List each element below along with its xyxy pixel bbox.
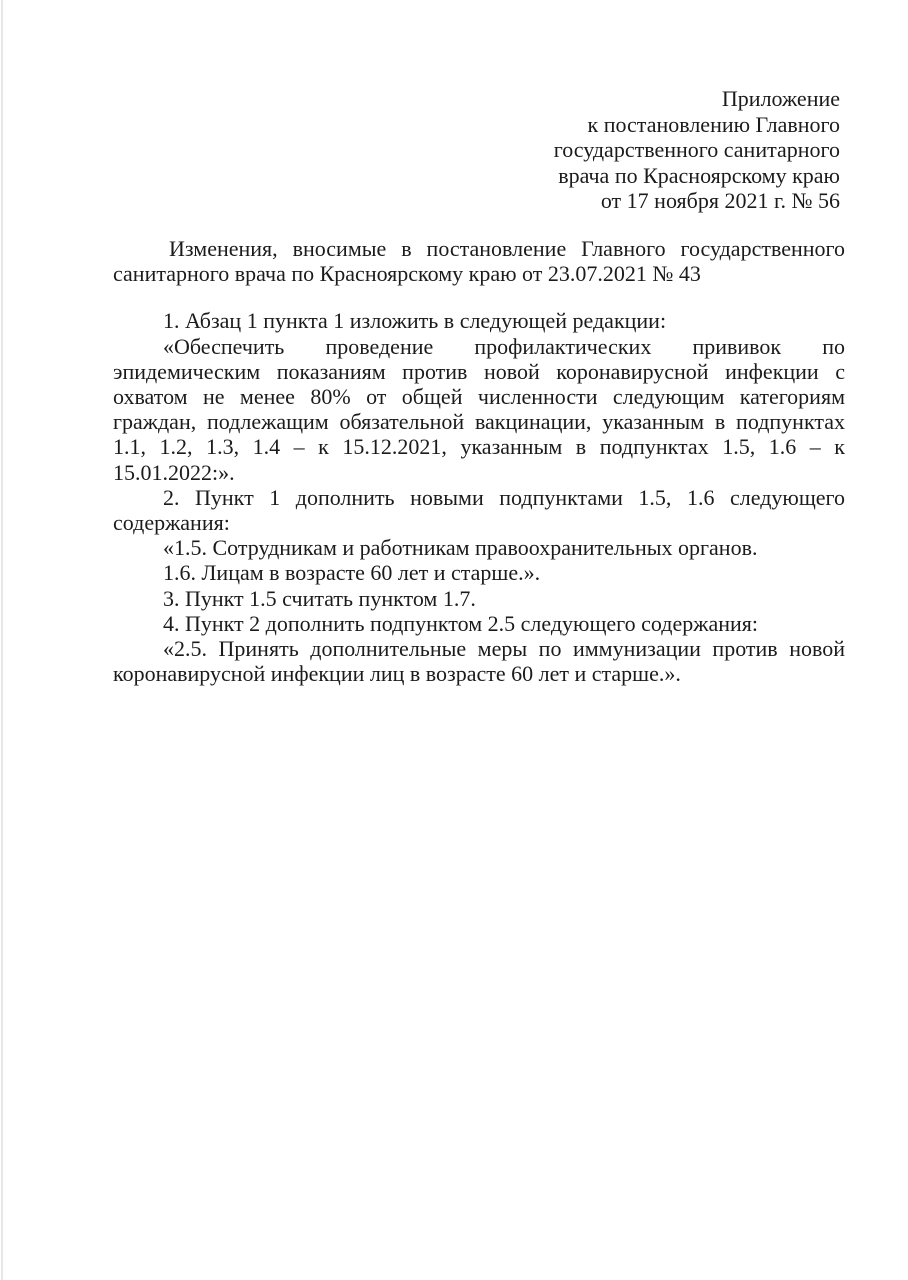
document-body — [113, 236, 845, 686]
header-line-authority-2: врача по Красноярскому краю — [558, 162, 840, 188]
header-line-authority-1: государственного санитарного — [553, 137, 840, 162]
paragraph-item-1: 1. Абзац 1 пункта 1 изложить в следующей редакции: — [163, 308, 667, 334]
document-header — [420, 86, 840, 214]
paragraph-item-2: 2. Пункт 1 дополнить новыми подпунктами 1.5, 1.6 следующего содержания: — [113, 484, 845, 536]
header-line-date-number: от 17 ноября 2021 г. № 56 — [600, 188, 840, 213]
page-edge-shadow — [1, 0, 3, 1280]
paragraph-item-1-quote: «Обеспечить проведение профилактических прививок по эпидемическим показаниям против новой коронавирусной инфекции с охватом не менее 80% от общей численности следующим категориям граждан, подлежащим обязательной вакцинации, указанным в подпунктах 1.1, 1.2, 1.3, 1.4 – к 15.12.2021, указанным в подпунктах 1.5, 1.6 – к 15.01.2022:». — [113, 333, 845, 485]
header-line-appendix: Приложение — [721, 86, 840, 111]
paragraph-subitem-1-5: «1.5. Сотрудникам и работникам правоохранительных органов. — [163, 535, 758, 561]
paragraph-item-4: 4. Пункт 2 дополнить подпунктом 2.5 следующего содержания: — [163, 610, 758, 636]
header-line-resolution: к постановлению Главного — [587, 111, 840, 137]
paragraph-subitem-1-6: 1.6. Лицам в возрасте 60 лет и старше.». — [163, 560, 541, 586]
paragraph-subitem-2-5: «2.5. Принять дополнительные меры по иммунизации против новой коронавирусной инфекции лиц в возрасте 60 лет и старше.». — [113, 636, 845, 687]
paragraph-item-3: 3. Пункт 1.5 считать пунктом 1.7. — [163, 585, 476, 611]
intro-paragraph: Изменения, вносимые в постановление Главного государственного санитарного врача по Красноярскому краю от 23.07.2021 № 43 — [113, 236, 845, 287]
